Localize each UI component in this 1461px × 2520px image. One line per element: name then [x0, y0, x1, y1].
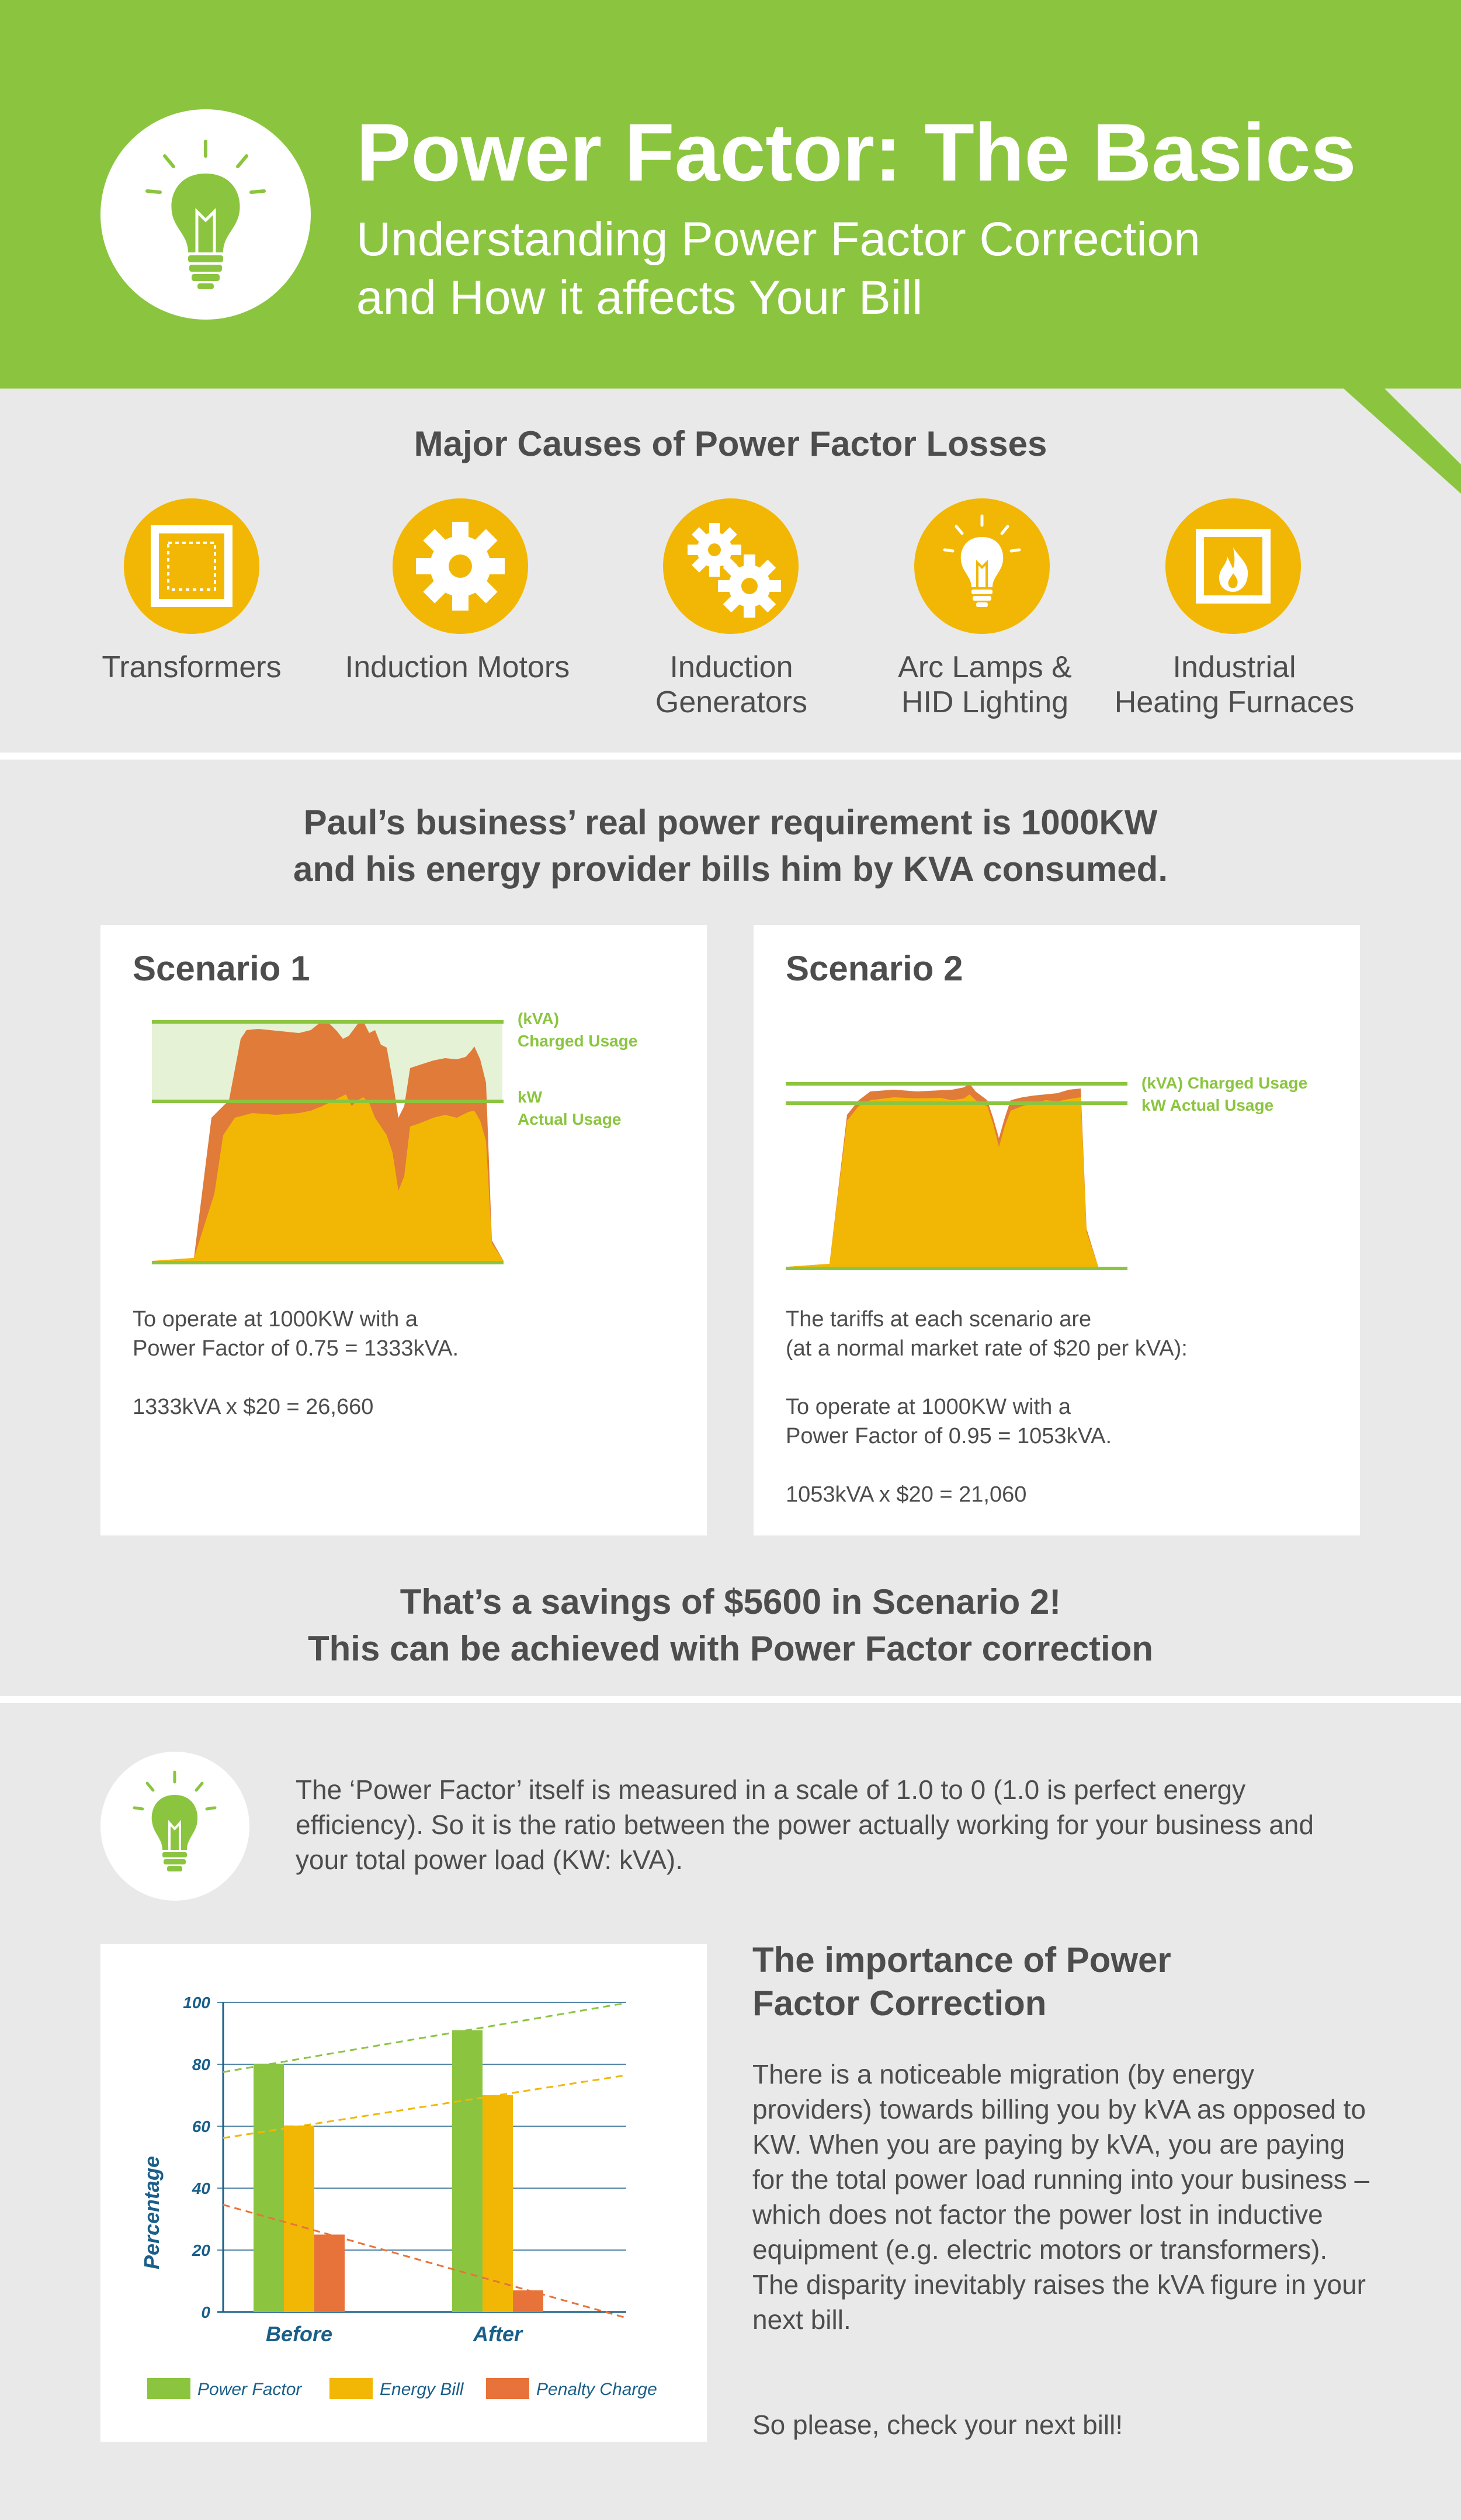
kw-area [789, 1094, 1098, 1267]
section-divider [0, 1696, 1461, 1703]
scenario-2-text: The tariffs at each scenario are (at a normal market rate of $20 per kVA): To operate at 1000KW with a Power Factor of 0.95 = 1053kVA. 1053kVA x $20 = 21,060 [786, 1307, 1188, 1507]
y-tick-label: 80 [192, 2055, 210, 2074]
importance-paragraph: There is a noticeable migration (by energy providers) towards billing you by kVA as opposed to KW. When you are paying by kVA, you are paying for the total power load running into your business – which does not factor the power lost in inductive equipment (e.g. electric motors or transformers). The disparity inevitably raises the kVA figure in your next bill. [752, 2059, 1370, 2335]
header-bulb-badge [100, 109, 311, 320]
legend-swatch [329, 2378, 373, 2399]
power-factor-chart [100, 1944, 707, 2442]
lightbulb-icon [100, 109, 311, 320]
legend-swatch [486, 2378, 529, 2399]
legend-label: Energy Bill [380, 2380, 464, 2399]
scenario-2-card [754, 925, 1360, 1535]
y-tick-label: 100 [183, 1994, 210, 2012]
x-tick-label: Before [265, 2322, 333, 2346]
importance-title: The importance of Power Factor Correction [752, 1940, 1171, 2023]
page-subtitle [356, 210, 1200, 327]
subtitle-line-1: Understanding Power Factor Correction [356, 213, 1200, 266]
legend-label: Penalty Charge [536, 2380, 657, 2399]
cause-icon-arc-lamps [914, 498, 1050, 634]
definition-text: The ‘Power Factor’ itself is measured in a scale of 1.0 to 0 (1.0 is perfect energy efficiency). So it is the ratio between the power actually working for your business and your total power load (KW: kVA). [296, 1774, 1314, 1875]
cause-label-induction-generators: Induction Generators [655, 650, 808, 719]
x-tick-label: After [473, 2322, 523, 2346]
lightbulb-icon [914, 498, 1050, 634]
y-tick-label: 20 [192, 2241, 210, 2259]
section-divider [0, 753, 1461, 760]
y-tick-label: 60 [192, 2117, 210, 2136]
page-title: Power Factor: The Basics [356, 106, 1356, 198]
scenario-1-text: To operate at 1000KW with a Power Factor of 0.75 = 1333kVA. 1333kVA x $20 = 26,660 [133, 1307, 459, 1419]
cause-label-transformers: Transformers [102, 650, 282, 684]
lightbulb-icon [100, 1752, 249, 1901]
scenario-1-kw-label: kW Actual Usage [518, 1088, 622, 1128]
bar-power-factor [452, 2030, 483, 2312]
definition-bulb-badge [100, 1752, 249, 1901]
scenario-2-title: Scenario 2 [786, 949, 963, 988]
flame-icon [1165, 498, 1301, 634]
importance-closing: So please, check your next bill! [752, 2410, 1123, 2440]
cause-label-arc-lamps: Arc Lamps & HID Lighting [898, 650, 1072, 719]
scenario-1-title: Scenario 1 [133, 949, 310, 988]
causes-title: Major Causes of Power Factor Losses [414, 424, 1047, 463]
scenario-2-kw-label: kW Actual Usage [1141, 1096, 1274, 1114]
transformer-icon [124, 498, 259, 634]
cause-icon-induction-motors [393, 498, 528, 634]
bar-penalty-charge [314, 2235, 345, 2313]
cause-icon-transformers [124, 498, 259, 634]
y-tick-label: 40 [192, 2179, 210, 2197]
scenario-1-card [100, 925, 707, 1535]
y-tick-label: 0 [201, 2303, 210, 2321]
legend-swatch [147, 2378, 190, 2399]
cause-label-heating-furnaces: Industrial Heating Furnaces [1114, 650, 1355, 719]
cause-icon-induction-generators [663, 498, 799, 634]
gear-icon [393, 498, 528, 634]
scenario-2-kva-label: (kVA) Charged Usage [1141, 1074, 1308, 1092]
bar-power-factor [254, 2064, 284, 2312]
savings-statement: That’s a savings of $5600 in Scenario 2! This can be achieved with Power Factor correction [307, 1582, 1154, 1668]
trendline-power-factor [223, 2003, 626, 2072]
y-axis-label: Percentage [140, 2155, 164, 2270]
scenario-intro: Paul’s business’ real power requirement is 1000KW and his energy provider bills him by KVA consumed. [293, 803, 1168, 889]
cause-label-induction-motors: Induction Motors [345, 650, 570, 684]
scenario-1-kva-label: (kVA) Charged Usage [518, 1010, 638, 1050]
gears-icon [663, 498, 799, 634]
chart-card [100, 1944, 707, 2442]
bar-energy-bill [284, 2126, 314, 2312]
cause-icon-heating-furnaces [1165, 498, 1301, 634]
legend-label: Power Factor [197, 2380, 302, 2399]
subtitle-line-2: and How it affects Your Bill [356, 271, 923, 324]
